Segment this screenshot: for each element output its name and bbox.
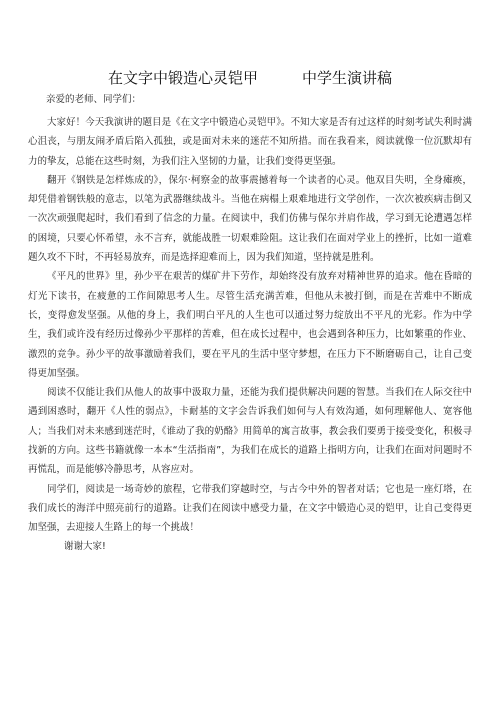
paragraph-4: 阅读不仅能让我们从他人的故事中汲取力量，还能为我们提供解决问题的智慧。当我们在人际交往中遇到困惑时，翻开《人性的弱点》，卡耐基的文字会告诉我们如何与人有效沟通，如何理解他人、宽容他人；当我们对未来感到迷茫时，《谁动了我的奶酪》用简单的寓言故事，教会我们要勇于接受变化，积极寻找新的方向。这些书籍就像一本本“生活指南”，为我们在成长的道路上指明方向，让我们在面对问题时不再慌乱，而是能够冷静思考，从容应对。 (28, 387, 472, 476)
paragraph-3: 《平凡的世界》里，孙少平在艰苦的煤矿井下劳作，却始终没有放弃对精神世界的追求。他在昏暗的灯光下读书，在疲惫的工作间隙思考人生。尽管生活充满苦难，但他从未被打倒，而是在苦难中不断成长，变得愈发坚强。从他的身上，我们明白平凡的人生也可以通过努力绽放出不平凡的光彩。作为中学生，我们或许没有经历过像孙少平那样的苦难，但在成长过程中，也会遇到各种压力，比如繁重的作业、激烈的竞争。孙少平的故事激励着我们，要在平凡的生活中坚守梦想，在压力下不断磨砺自己，让自己变得更加坚强。 (28, 271, 472, 379)
document-subtitle: 中学生演讲稿 (302, 69, 393, 87)
document-title: 在文字中锻造心灵铠甲 (107, 69, 258, 87)
title-row (28, 68, 472, 88)
paragraph-5: 同学们，阅读是一场奇妙的旅程，它带我们穿越时空，与古今中外的智者对话；它也是一座灯塔，在我们成长的海洋中照亮前行的道路。让我们在阅读中感受力量，在文字中锻造心灵的铠甲，让自己变得更加坚强，去迎接人生路上的每一个挑战！ (28, 483, 472, 534)
paragraph-2: 翻开《钢铁是怎样炼成的》，保尔·柯察金的故事震撼着每一个读者的心灵。他双目失明，全身瘫痪，却凭借着钢铁般的意志，以笔为武器继续战斗。当他在病榻上艰难地进行文学创作，一次次被疾病击倒又一次次顽强爬起时，我们看到了信念的力量。在阅读中，我们仿佛与保尔并肩作战，学习到无论遭遇怎样的困境，只要心怀希望，永不言弃，就能战胜一切艰难险阻。这让我们在面对学业上的挫折，比如一道难题久攻不下时，不再轻易放弃，而是选择迎难而上，因为我们知道，坚持就是胜利。 (28, 174, 472, 264)
closing-remark: 谢谢大家! (64, 540, 106, 552)
greeting: 亲爱的老师、同学们： (46, 94, 142, 105)
paragraph-1: 大家好！今天我演讲的题目是《在文字中锻造心灵铠甲》。不知大家是否有过这样的时刻考试失利时满心沮丧，与朋友闹矛盾后陷入孤独，或是面对未来的迷茫不知所措。而在我看来，阅读就像一位沉默却有力的挚友，总能在这些时刻，为我们注入坚韧的力量，让我们变得更坚强。 (28, 117, 472, 167)
